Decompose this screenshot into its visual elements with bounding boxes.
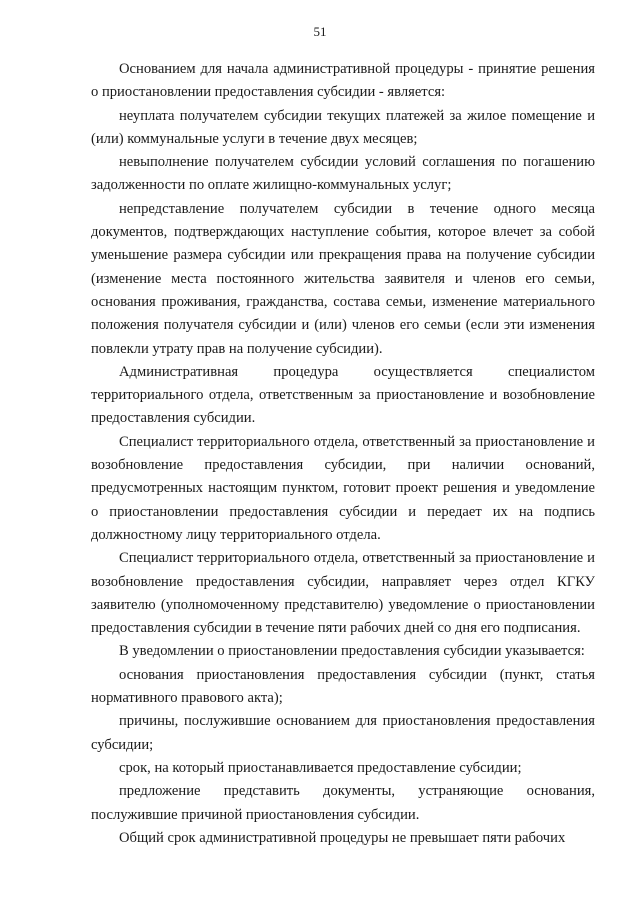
paragraph-suspension-grounds: основания приостановления предоставления субсидии (пункт, статья нормативного правового акта); — [91, 666, 595, 707]
paragraph-notification-contents: В уведомлении о приостановлении предоставления субсидии указывается: — [119, 643, 585, 660]
paragraph-documents-not-submitted: непредставление получателем субсидии в течение одного месяца документов, подтверждающих наступление события, которое влечет за собой уменьшение размера субсидии или прекращения права на получение субсидии (изменение места постоянного жительства заявителя и членов его семьи, основания проживания, гражданства, состава семьи, изменение материального положения получателя субсидии и (или) членов его семьи (если эти изменения повлекли утрату прав на получение субсидии). — [91, 200, 595, 357]
paragraph-basis: Основанием для начала административной процедуры - принятие решения о приостановлении предоставления субсидии - является: — [91, 61, 595, 101]
paragraph-notification-sent: Специалист территориального отдела, ответственный за приостановление и возобновление предоставления субсидии, направляет через отдел КГКУ заявителю (уполномоченному представителю) уведомление о приостановлении предоставления субсидии в течение пяти рабочих дней со дня его подписания. — [91, 550, 595, 637]
paragraph-draft-decision: Специалист территориального отдела, ответственный за приостановление и возобновление предоставления субсидии, при наличии оснований, предусмотренных настоящим пунктом, готовит проект решения и уведомление о приостановлении предоставления субсидии и передает их на подпись должностному лицу территориального отдела. — [91, 433, 595, 543]
page-number: 51 — [313, 24, 327, 39]
paragraph-total-term: Общий срок административной процедуры не превышает пяти рабочих — [119, 829, 566, 846]
paragraph-nonpayment: неуплата получателем субсидии текущих платежей за жилое помещение и (или) коммунальные услуги в течение двух месяцев; — [91, 107, 595, 147]
paragraph-suspension-reasons: причины, послужившие основанием для приостановления предоставления субсидии; — [91, 713, 595, 753]
document-body — [91, 58, 595, 850]
paragraph-procedure-specialist: Административная процедура осуществляется специалистом территориального отдела, ответственным за приостановление и возобновление предоставления субсидии. — [91, 363, 595, 427]
paragraph-suspension-term: срок, на который приостанавливается предоставление субсидии; — [119, 759, 522, 776]
paragraph-agreement-violation: невыполнение получателем субсидии условий соглашения по погашению задолженности по оплате жилищно-коммунальных услуг; — [91, 154, 595, 194]
paragraph-documents-proposal: предложение представить документы, устраняющие основания, послужившие причиной приостановления субсидии. — [91, 783, 595, 823]
